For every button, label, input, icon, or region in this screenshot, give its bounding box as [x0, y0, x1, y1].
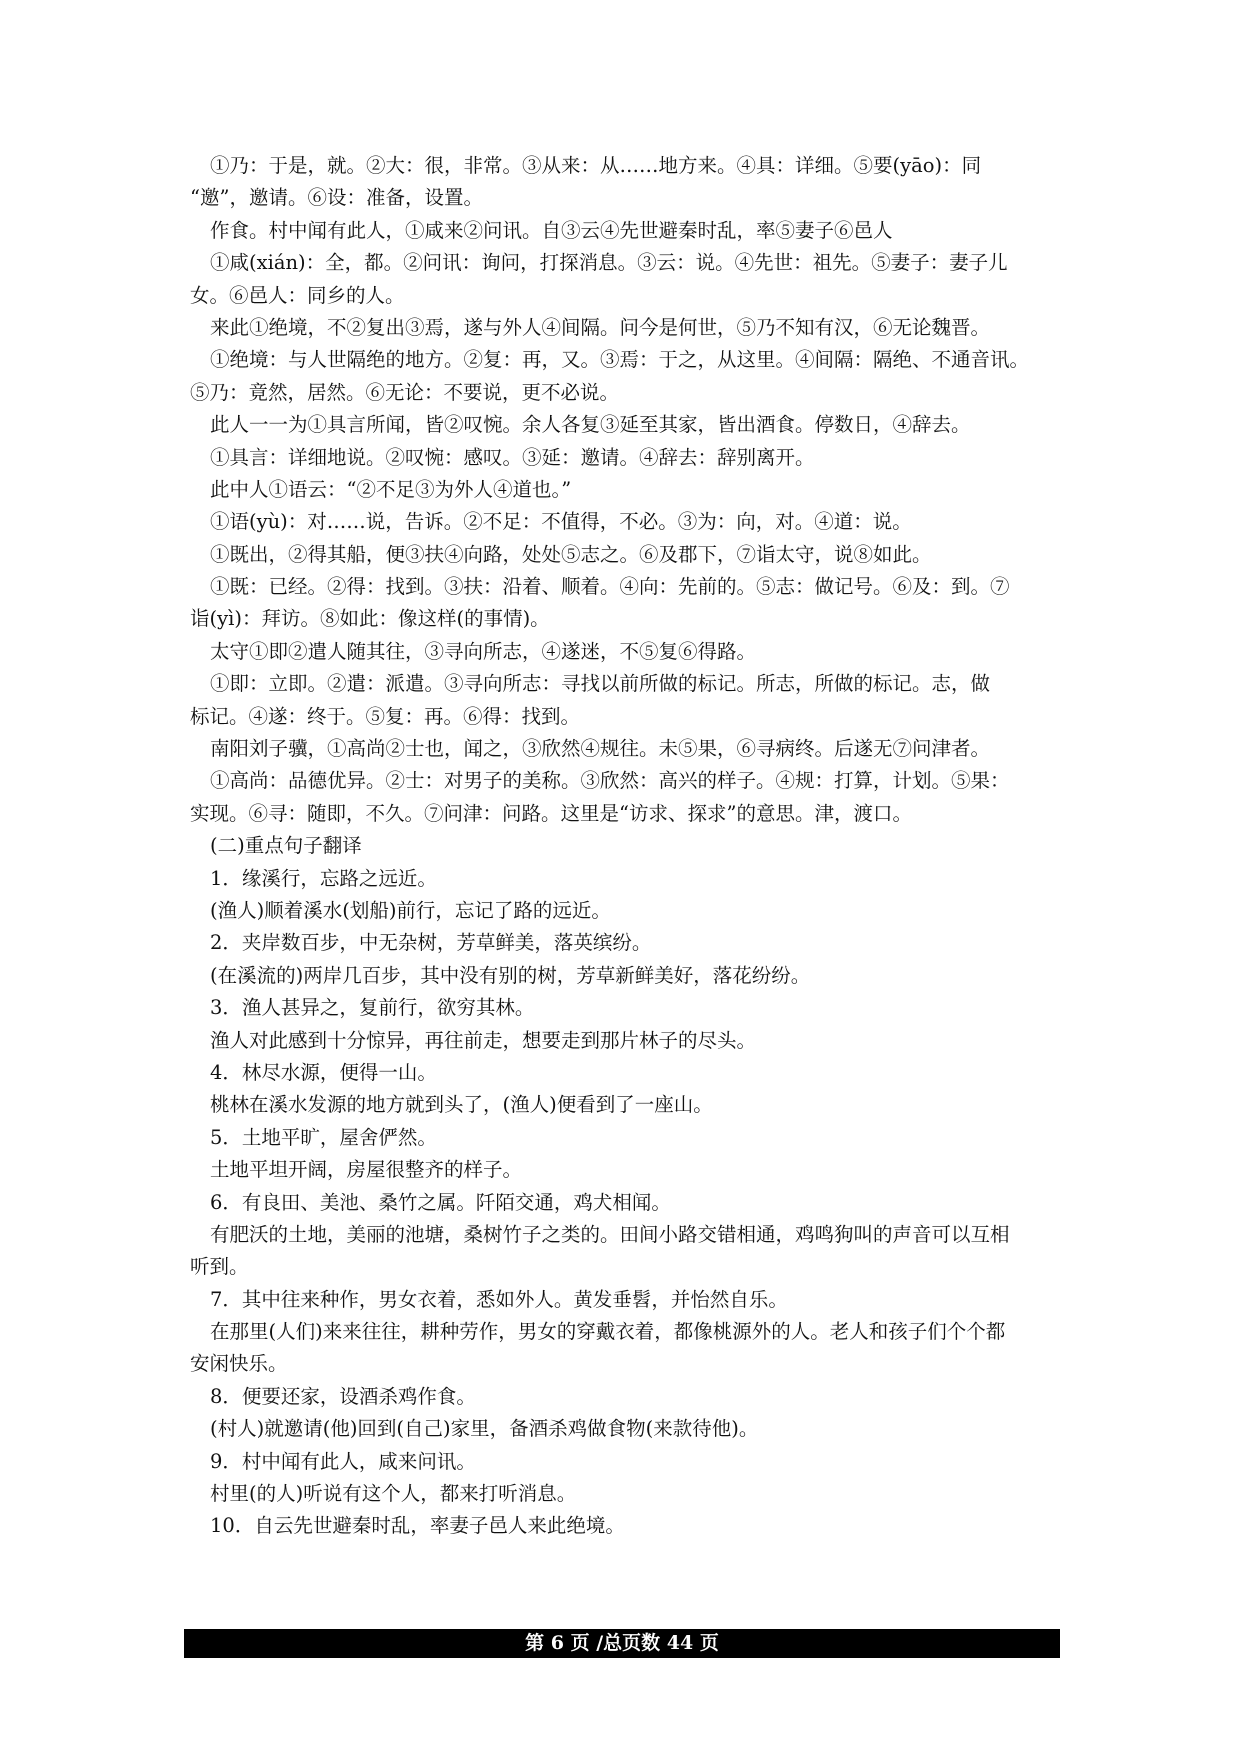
text-line: 女。⑥邑人：同乡的人。 [190, 283, 405, 307]
text-line: 听到。 [190, 1255, 249, 1279]
text-line: ①语(yù)：对……说，告诉。②不足：不值得，不必。③为：向，对。④道：说。 [210, 510, 912, 534]
text-line: “邀”，邀请。⑥设：准备，设置。 [190, 186, 483, 210]
text-line: ①即：立即。②遣：派遣。③寻向所志：寻找以前所做的标记。所志，所做的标记。志，做 [210, 672, 991, 696]
text-line: 此中人①语云：“②不足③为外人④道也。” [210, 477, 572, 501]
text-line: 安闲快乐。 [190, 1352, 288, 1376]
text-line: 有肥沃的土地，美丽的池塘，桑树竹子之类的。田间小路交错相通，鸡鸣狗叫的声音可以互相 [210, 1222, 1010, 1246]
text-line: 标记。④遂：终于。⑤复：再。⑥得：找到。 [190, 704, 581, 728]
text-line: 5．土地平旷，屋舍俨然。 [210, 1125, 437, 1149]
text-line: 1．缘溪行，忘路之远近。 [210, 866, 437, 890]
text-line: (在溪流的)两岸几百步，其中没有别的树，芳草新鲜美好，落花纷纷。 [210, 963, 811, 987]
text-line: ①既：已经。②得：找到。③扶：沿着、顺着。④向：先前的。⑤志：做记号。⑥及：到。⑦ [210, 575, 1010, 599]
text-line: 10．自云先世避秦时乱，率妻子邑人来此绝境。 [210, 1514, 625, 1538]
text-line: 6．有良田、美池、桑竹之属。阡陌交通，鸡犬相闻。 [210, 1190, 671, 1214]
page-footer [184, 1629, 1060, 1658]
text-line: 渔人对此感到十分惊异，再往前走，想要走到那片林子的尽头。 [210, 1028, 757, 1052]
text-line: 诣(yì)：拜访。⑧如此：像这样(的事情)。 [190, 607, 550, 631]
text-line: 太守①即②遣人随其往，③寻向所志，④遂迷，不⑤复⑥得路。 [210, 639, 757, 663]
text-line: (渔人)顺着溪水(划船)前行，忘记了路的远近。 [210, 898, 611, 922]
text-line: 村里(的人)听说有这个人，都来打听消息。 [210, 1482, 577, 1506]
text-line: 桃林在溪水发源的地方就到头了，(渔人)便看到了一座山。 [210, 1093, 713, 1117]
text-line: 南阳刘子骥，①高尚②士也，闻之，③欣然④规往。未⑤果，⑥寻病终。后遂无⑦问津者。 [210, 737, 991, 761]
text-line: (村人)就邀请(他)回到(自己)家里，备酒杀鸡做食物(来款待他)。 [210, 1417, 759, 1441]
text-line: 9．村中闻有此人，咸来问讯。 [210, 1449, 476, 1473]
document-body [190, 150, 1060, 1543]
text-line: 实现。⑥寻：随即，不久。⑦问津：问路。这里是“访求、探求”的意思。津，渡口。 [190, 801, 912, 825]
text-line: 来此①绝境，不②复出③焉，遂与外人④间隔。问今是何世，⑤乃不知有汉，⑥无论魏晋。 [210, 315, 991, 339]
text-line: ①乃：于是，就。②大：很，非常。③从来：从……地方来。④具：详细。⑤要(yāo)：同 [210, 154, 982, 177]
text-line: ①既出，②得其船，便③扶④向路，处处⑤志之。⑥及郡下，⑦诣太守，说⑧如此。 [210, 542, 932, 566]
text-line: ⑤乃：竟然，居然。⑥无论：不要说，更不必说。 [190, 380, 620, 404]
text-line: ①咸(xián)：全，都。②问讯：询问，打探消息。③云：说。④先世：祖先。⑤妻子：妻子儿 [210, 251, 1008, 275]
text-line: 在那里(人们)来来往往，耕种劳作，男女的穿戴衣着，都像桃源外的人。老人和孩子们个个都 [210, 1320, 1006, 1344]
text-line: 4．林尽水源，便得一山。 [210, 1060, 437, 1084]
text-line: 2．夹岸数百步，中无杂树，芳草鲜美，落英缤纷。 [210, 931, 652, 955]
text-line: 作食。村中闻有此人，①咸来②问讯。自③云④先世避秦时乱，率⑤妻子⑥邑人 [210, 218, 893, 242]
text-line: 8．便要还家，设酒杀鸡作食。 [210, 1384, 476, 1408]
text-line: ①绝境：与人世隔绝的地方。②复：再，又。③焉：于之，从这里。④间隔：隔绝、不通音讯。 [210, 348, 1030, 372]
text-line: 此人一一为①具言所闻，皆②叹惋。余人各复③延至其家，皆出酒食。停数日，④辞去。 [210, 413, 971, 437]
text-line: ①具言：详细地说。②叹惋：感叹。③延：邀请。④辞去：辞别离开。 [210, 445, 815, 469]
text-line: 土地平坦开阔，房屋很整齐的样子。 [210, 1158, 523, 1182]
text-line: (二)重点句子翻译 [210, 834, 362, 858]
text-line: 3．渔人甚异之，复前行，欲穷其林。 [210, 996, 535, 1020]
text-line: 7．其中往来种作，男女衣着，悉如外人。黄发垂髫，并怡然自乐。 [210, 1287, 788, 1311]
page-number-label: 第 6 页 /总页数 44 页 [525, 1632, 719, 1654]
text-line: ①高尚：品德优异。②士：对男子的美称。③欣然：高兴的样子。④规：打算，计划。⑤果： [210, 769, 1010, 793]
